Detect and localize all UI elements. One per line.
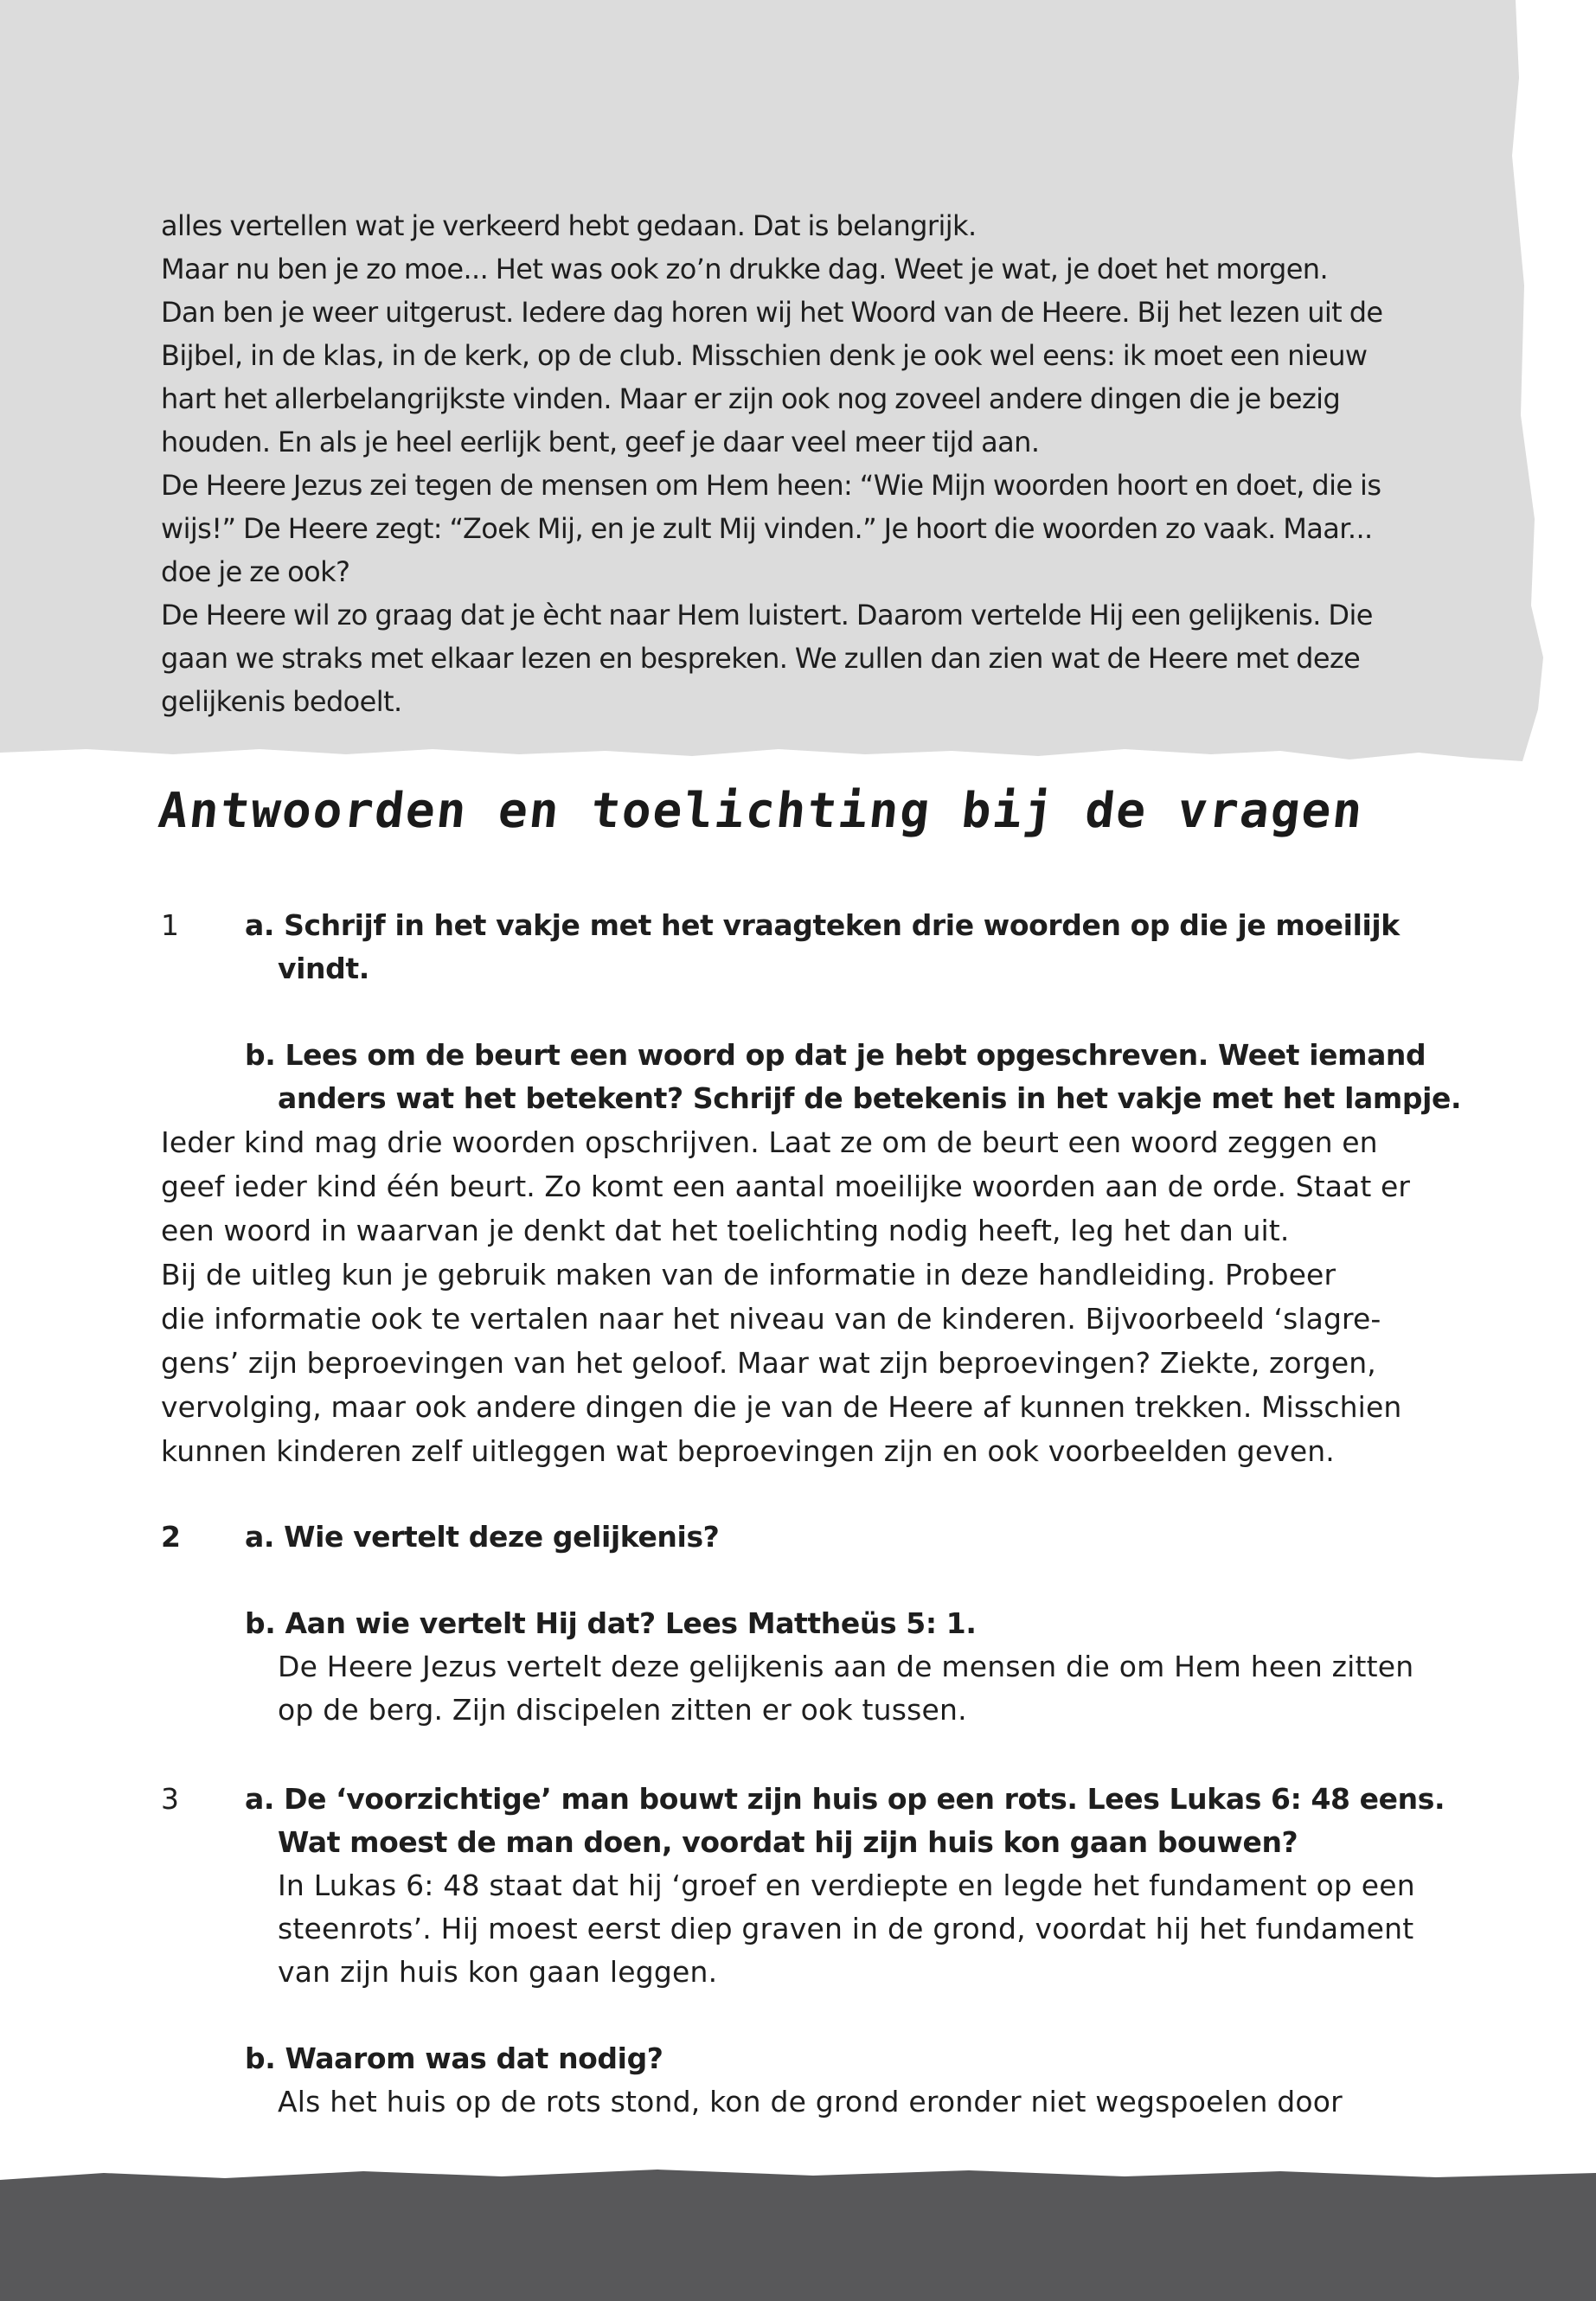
explanation-line: Ieder kind mag drie woorden opschrijven. Laat ze om de beurt een woord zeggen en xyxy=(161,1125,1378,1159)
explanation-line: kunnen kinderen zelf uitleggen wat beproevingen zijn en ook voorbeelden geven. xyxy=(161,1434,1335,1468)
answer-line: In Lukas 6: 48 staat dat hij ‘groef en verdiepte en legde het fundament op een xyxy=(278,1868,1415,1902)
question-number-1: 1 xyxy=(161,908,179,942)
question-1a: a. Schrijf in het vakje met het vraagteken drie woorden op die je moeilijk vindt. xyxy=(245,908,1400,985)
question-3a-line2: Wat moest de man doen, voordat hij zijn huis kon gaan bouwen? xyxy=(278,1825,1298,1859)
question-1b: b. Lees om de beurt een woord op dat je hebt opgeschreven. Weet iemand anders wat het betekent? Schrijf de betekenis in het vakje met het lampje. xyxy=(245,1038,1462,1115)
intro-line: De Heere Jezus zei tegen de mensen om Hem heen: “Wie Mijn woorden hoort en doet, die is xyxy=(161,469,1381,502)
section-heading: Antwoorden en toelichting bij de vragen xyxy=(156,783,1367,839)
intro-line: gelijkenis bedoelt. xyxy=(161,685,402,718)
answer-line: van zijn huis kon gaan leggen. xyxy=(278,1955,718,1989)
question-2a: a. Wie vertelt deze gelijkenis? xyxy=(245,1520,720,1554)
explanation-line: die informatie ook te vertalen naar het niveau van de kinderen. Bijvoorbeeld ‘slagre- xyxy=(161,1302,1381,1336)
question-2b: b. Aan wie vertelt Hij dat? Lees Mattheüs 5: 1. xyxy=(245,1606,977,1640)
intro-line: houden. En als je heel eerlijk bent, geef je daar veel meer tijd aan. xyxy=(161,426,1040,458)
answer-line: De Heere Jezus vertelt deze gelijkenis aan de mensen die om Hem heen zitten xyxy=(278,1650,1414,1683)
intro-line: De Heere wil zo graag dat je ècht naar Hem luistert. Daarom vertelde Hij een gelijkenis. Die xyxy=(161,599,1373,631)
explanation-line: gens’ zijn beproevingen van het geloof. Maar wat zijn beproevingen? Ziekte, zorgen, xyxy=(161,1346,1376,1380)
explanation-line: een woord in waarvan je denkt dat het toelichting nodig heeft, leg het dan uit. xyxy=(161,1214,1290,1247)
question-1-explanation xyxy=(161,1120,1493,1473)
question-2 xyxy=(245,1516,1482,1732)
question-3b: b. Waarom was dat nodig? xyxy=(245,2041,663,2075)
question-number-3: 3 xyxy=(161,1782,179,1816)
intro-line: Maar nu ben je zo moe... Het was ook zo’n drukke dag. Weet je wat, je doet het morgen. xyxy=(161,253,1329,285)
explanation-line: vervolging, maar ook andere dingen die je van de Heere af kunnen trekken. Misschien xyxy=(161,1390,1402,1424)
answer-line: steenrots’. Hij moest eerst diep graven in de grond, voordat hij het fundament xyxy=(278,1912,1414,1945)
intro-paragraph xyxy=(161,204,1484,723)
intro-line: hart het allerbelangrijkste vinden. Maar er zijn ook nog zoveel andere dingen die je bezig xyxy=(161,382,1341,415)
question-3 xyxy=(245,1778,1482,2124)
intro-line: alles vertellen wat je verkeerd hebt gedaan. Dat is belangrijk. xyxy=(161,209,977,242)
answer-line: op de berg. Zijn discipelen zitten er ook tussen. xyxy=(278,1693,967,1727)
explanation-line: Bij de uitleg kun je gebruik maken van de informatie in deze handleiding. Probeer xyxy=(161,1258,1336,1292)
torn-band-shape xyxy=(0,2170,1596,2301)
intro-line: gaan we straks met elkaar lezen en bespreken. We zullen dan zien wat de Heere met deze xyxy=(161,642,1361,675)
bottom-dark-band xyxy=(0,2128,1596,2301)
question-3a: a. De ‘voorzichtige’ man bouwt zijn huis op een rots. Lees Lukas 6: 48 eens. xyxy=(245,1782,1445,1816)
answer-line: Als het huis op de rots stond, kon de grond eronder niet wegspoelen door xyxy=(278,2085,1343,2118)
intro-line: doe je ze ook? xyxy=(161,555,350,588)
intro-line: Bijbel, in de klas, in de kerk, op de club. Misschien denk je ook wel eens: ik moet een nieuw xyxy=(161,339,1368,372)
intro-line: Dan ben je weer uitgerust. Iedere dag horen wij het Woord van de Heere. Bij het lezen uit de xyxy=(161,296,1383,329)
intro-line: wijs!” De Heere zegt: “Zoek Mij, en je zult Mij vinden.” Je hoort die woorden zo vaak. Maar... xyxy=(161,512,1373,545)
question-number-2: 2 xyxy=(161,1520,181,1554)
question-1 xyxy=(245,904,1482,1120)
explanation-line: geef ieder kind één beurt. Zo komt een aantal moeilijke woorden aan de orde. Staat er xyxy=(161,1170,1411,1203)
